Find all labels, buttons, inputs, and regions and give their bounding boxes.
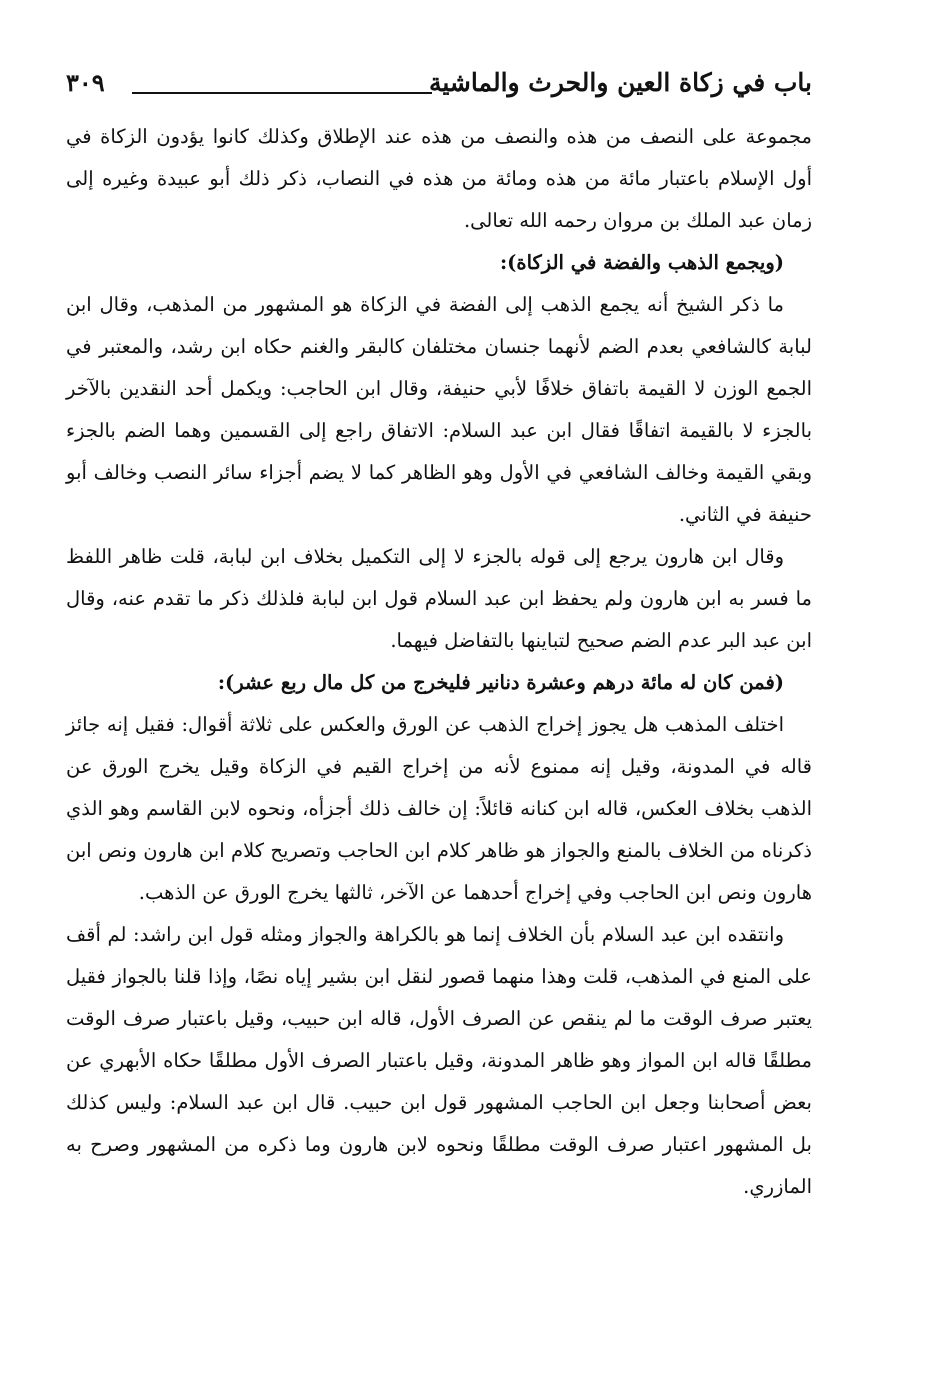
header-rule <box>132 92 432 94</box>
running-header <box>66 62 812 110</box>
page-number: ٣٠٩ <box>66 68 105 97</box>
paragraph-continuation: مجموعة على النصف من هذه والنصف من هذه عند الإطلاق وكذلك كانوا يؤدون الزكاة في أول الإسلام باعتبار مائة من هذه ومائة من هذه في النصاب، ذكر ذلك أبو عبيدة وغيره إلى زمان عبد الملك بن مروان رحمه الله تعالى. <box>66 125 812 232</box>
paragraph: وقال ابن هارون يرجع إلى قوله بالجزء لا إلى التكميل بخلاف ابن لبابة، قلت ظاهر اللفظ ما فسر به ابن هارون ولم يحفظ ابن عبد السلام قول ابن لبابة فلذلك ذكر ما تقدم عنه، وقال ابن عبد البر عدم الضم صحيح لتباينها بالتفاضل فيهما. <box>66 545 812 652</box>
body-text <box>66 116 812 1208</box>
section-heading-hundred-dirhams: (فمن كان له مائة درهم وعشرة دنانير فليخرج من كل مال ربع عشر): <box>217 671 784 694</box>
section-heading-gold-silver: (ويجمع الذهب والفضة في الزكاة): <box>499 251 784 274</box>
paragraph: ما ذكر الشيخ أنه يجمع الذهب إلى الفضة في الزكاة هو المشهور من المذهب، وقال ابن لبابة كالشافعي بعدم الضم لأنهما جنسان مختلفان كالبقر والغنم حكاه ابن رشد، والمعتبر في الجمع الوزن لا القيمة باتفاق خلافًا لأبي حنيفة، وقال ابن الحاجب: ويكمل أحد النقدين بالآخر بالجزء لا بالقيمة اتفاقًا فقال ابن عبد السلام: الاتفاق راجع إلى القسمين وهما الضم بالجزء وبقي القيمة وخالف الشافعي في الأول وهو الظاهر كما لا يضم أجزاء سائر النصب وخالف أبو حنيفة في الثاني. <box>66 293 812 526</box>
paragraph: وانتقده ابن عبد السلام بأن الخلاف إنما هو بالكراهة والجواز ومثله قول ابن راشد: لم أقف على المنع في المذهب، قلت وهذا منهما قصور لنقل ابن بشير إياه نصًا، وإذا قلنا بالجواز فقيل يعتبر صرف الوقت ما لم ينقص عن الصرف الأول، قاله ابن حبيب، وقيل باعتبار صرف الوقت مطلقًا قاله ابن المواز وهو ظاهر المدونة، وقيل باعتبار الصرف الأول مطلقًا حكاه الأبهري عن بعض أصحابنا وجعل ابن الحاجب المشهور قول ابن حبيب. قال ابن عبد السلام: وليس كذلك بل المشهور اعتبار صرف الوقت مطلقًا ونحوه لابن هارون وما ذكره من المشهور وصرح به المازري. <box>66 923 812 1198</box>
paragraph: اختلف المذهب هل يجوز إخراج الذهب عن الورق والعكس على ثلاثة أقوال: فقيل إنه جائز قاله في المدونة، وقيل إنه ممنوع لأنه من إخراج القيم في الزكاة وقيل يخرج الورق عن الذهب بخلاف العكس، قاله ابن كنانه قائلاً: إن خالف ذلك أجزأه، ونحوه لابن القاسم وهو الذي ذكرناه من الخلاف بالمنع والجواز هو ظاهر كلام ابن الحاجب وتصريح كلام ابن هارون ونص ابن هارون ونص ابن الحاجب وفي إخراج أحدهما عن الآخر، ثالثها يخرج الورق عن الذهب. <box>66 713 812 904</box>
chapter-title: باب في زكاة العين والحرث والماشية <box>428 68 812 97</box>
